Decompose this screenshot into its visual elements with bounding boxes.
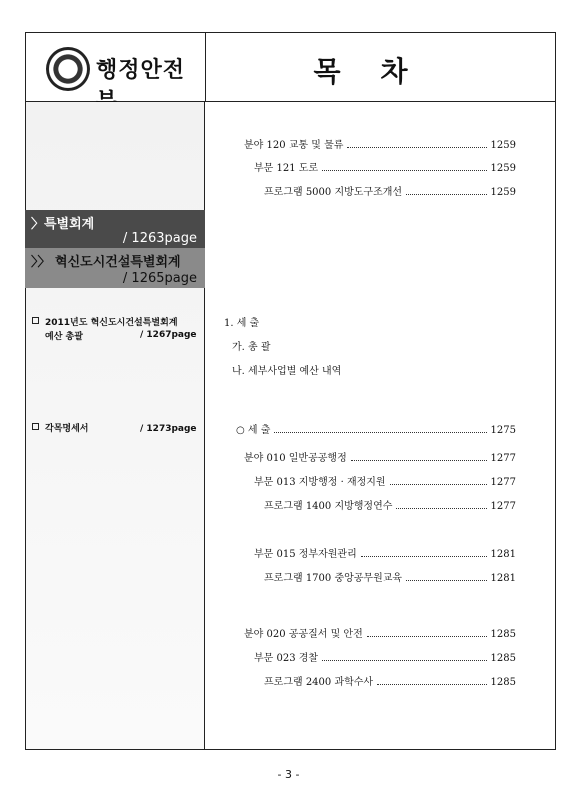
leader-dots xyxy=(351,452,487,461)
toc-entry[interactable] xyxy=(254,162,516,175)
innovation-account-title: 〉〉 혁신도시건설특별회계 xyxy=(31,255,181,270)
toc-entry[interactable] xyxy=(264,572,516,585)
toc-entry[interactable] xyxy=(264,500,516,513)
toc-entry-page: 1285 xyxy=(490,677,516,688)
toc-entry-page: 1281 xyxy=(490,549,516,560)
sidebar-innovation-account[interactable] xyxy=(25,248,205,288)
toc-entry[interactable] xyxy=(254,652,516,665)
square-bullet-icon xyxy=(32,317,39,324)
square-bullet-icon xyxy=(32,423,39,430)
sidebar-item-page: / 1267page xyxy=(140,330,197,340)
leader-dots xyxy=(322,162,486,171)
toc-entry-page: 1277 xyxy=(490,453,516,464)
ministry-emblem-icon xyxy=(46,47,90,91)
toc-entry-page: 1285 xyxy=(490,653,516,664)
innovation-account-page: / 1265page xyxy=(122,271,197,286)
special-account-page: / 1263page xyxy=(122,231,197,246)
leader-dots xyxy=(361,548,487,557)
toc-entry-label: 부문 121 도로 xyxy=(254,163,319,174)
toc-entry-page: 1259 xyxy=(490,140,516,151)
toc-entry-page: 1259 xyxy=(490,163,516,174)
toc-entry-label: 프로그램 1400 지방행정연수 xyxy=(264,501,393,512)
toc-entry[interactable] xyxy=(254,548,516,561)
ministry-name: 행정안전 xyxy=(96,58,186,83)
leader-dots xyxy=(390,476,487,485)
sidebar-item-label: 각목명세서 xyxy=(45,424,89,434)
sidebar-special-account[interactable] xyxy=(25,210,205,248)
toc-entry-page: 1259 xyxy=(490,187,516,198)
leader-dots xyxy=(406,572,486,581)
header-title-box xyxy=(205,32,556,102)
toc-entry[interactable] xyxy=(264,186,516,199)
leader-dots xyxy=(396,500,486,509)
outline-item[interactable]: 1. 세 출 xyxy=(224,318,260,329)
toc-entry-label: 프로그램 2400 과학수사 xyxy=(264,677,374,688)
page-title: 목차 xyxy=(313,55,448,88)
leader-dots xyxy=(367,628,487,637)
leader-dots xyxy=(377,676,486,685)
toc-entry-label: 부문 015 정부자원관리 xyxy=(254,549,357,560)
toc-entry-label: 분야 120 교통 및 물류 xyxy=(244,140,344,151)
sidebar-item-page: / 1273page xyxy=(140,424,197,434)
leader-dots xyxy=(406,186,486,195)
toc-entry-label: 프로그램 5000 지방도구조개선 xyxy=(264,187,403,198)
toc-entry-page: 1277 xyxy=(490,477,516,488)
toc-entry-page: 1281 xyxy=(490,573,516,584)
page-number: - 3 - xyxy=(277,768,300,781)
toc-entry[interactable] xyxy=(244,628,516,641)
header-logo-box xyxy=(25,32,205,102)
toc-entry-page: 1277 xyxy=(490,501,516,512)
leader-dots xyxy=(322,652,486,661)
toc-entry[interactable] xyxy=(264,676,516,689)
toc-entry[interactable] xyxy=(244,139,516,152)
toc-entry-label: 부문 013 지방행정 · 재정지원 xyxy=(254,477,386,488)
toc-entry[interactable] xyxy=(254,476,516,489)
leader-dots xyxy=(274,424,486,433)
toc-entry-label: 분야 010 일반공공행정 xyxy=(244,453,347,464)
toc-entry[interactable] xyxy=(236,424,516,437)
toc-entry-label: 분야 020 공공질서 및 안전 xyxy=(244,629,363,640)
sidebar-item-itemized-statement[interactable] xyxy=(32,422,88,436)
toc-entry[interactable] xyxy=(244,452,516,465)
outline-item[interactable]: 나. 세부사업별 예산 내역 xyxy=(232,366,342,377)
leader-dots xyxy=(347,139,486,148)
toc-entry-label: 프로그램 1700 중앙공무원교육 xyxy=(264,573,403,584)
toc-entry-label: ○ 세 출 xyxy=(236,425,271,436)
sidebar-item-sublabel: 예산 총괄 xyxy=(45,332,83,342)
sidebar-item-label: 2011년도 혁신도시건설특별회계 xyxy=(45,318,178,328)
outline-item[interactable]: 가. 총 괄 xyxy=(232,342,271,353)
toc-entry-page: 1285 xyxy=(490,629,516,640)
toc-entry-label: 부문 023 경찰 xyxy=(254,653,319,664)
special-account-title: 〉특별회계 xyxy=(31,217,95,232)
toc-entry-page: 1275 xyxy=(490,425,516,436)
